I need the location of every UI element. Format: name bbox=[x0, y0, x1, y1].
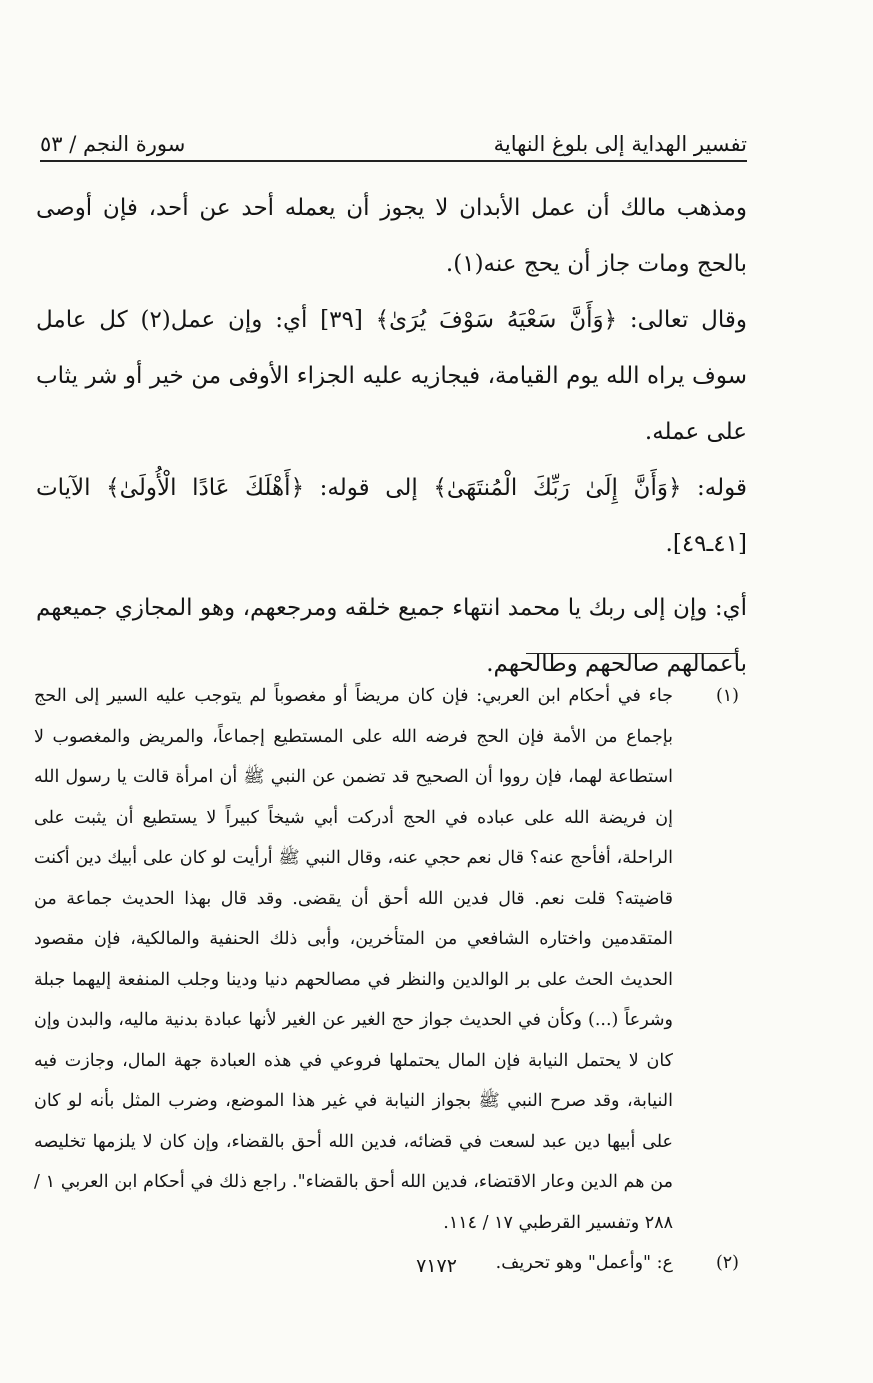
footnote-text: ع: "وأعمل" وهو تحريف. bbox=[495, 1253, 673, 1273]
book-title: تفسير الهداية إلى بلوغ النهاية bbox=[493, 132, 747, 156]
paragraph-3: قوله: ﴿وَأَنَّ إِلَىٰ رَبِّكَ الْمُنتَهَىٰ﴾ إلى قوله: ﴿أَهْلَكَ عَادًا الْأُولَىٰ﴾ الآيات [٤١ـ٤٩]. bbox=[36, 475, 747, 557]
footnotes bbox=[34, 676, 739, 1284]
main-text bbox=[36, 180, 747, 692]
paragraph-1: ومذهب مالك أن عمل الأبدان لا يجوز أن يعمله أحد عن أحد، فإن أوصى بالحج ومات جاز أن يحج عنه(١). bbox=[36, 195, 747, 277]
footnote-number: (٢) bbox=[715, 1253, 739, 1273]
running-header bbox=[40, 118, 747, 162]
footnote-number: (١) bbox=[715, 686, 739, 706]
footnote-1 bbox=[34, 676, 739, 1243]
paragraph-2: وقال تعالى: ﴿وَأَنَّ سَعْيَهُ سَوْفَ يُرَىٰ﴾ [٣٩] أي: وإن عمل(٢) كل عامل سوف يراه الله يوم القيامة، فيجازيه عليه الجزاء الأوفى من خير أو شر يثاب على عمله. bbox=[36, 307, 747, 445]
footnote-separator bbox=[526, 653, 738, 654]
page-number: ٧١٧٢ bbox=[416, 1255, 457, 1277]
paragraph-4: أي: وإن إلى ربك يا محمد انتهاء جميع خلقه ومرجعهم، وهو المجازي جميعهم بأعمالهم صالحهم وطالحهم. bbox=[36, 595, 747, 677]
footnote-text: جاء في أحكام ابن العربي: فإن كان مريضاً أو مغصوباً لم يتوجب عليه السير إلى الحج بإجماع من الأمة فإن الحج فرضه الله على المستطيع إجماعاً، والمريض والمغصوب لا استطاعة لهما، فإن رووا أن الصحيح قد تضمن عن النبي ﷺ أن امرأة قالت يا رسول الله إن فريضة الله على عباده في الحج أدركت أبي شيخاً كبيراً لا يستطيع أن يثبت على الراحلة، أفأحج عنه؟ قال نعم حجي عنه، وقال النبي ﷺ أرأيت لو كان على أبيك دين أكنت قاضيته؟ قلت نعم. قال فدين الله أحق أن يقضى. وقد قال بهذا الحديث جماعة من المتقدمين واختاره الشافعي من المتأخرين، وأبى ذلك الحنفية والمالكية، فإن مقصود الحديث الحث على بر الوالدين والنظر في مصالحهم دنيا ودينا وجلب المنفعة إليهما جبلة وشرعاً (...) وكأن في الحديث جواز حج الغير عن الغير لأنها عبادة بدنية ماليه، والبدن وإن كان لا يحتمل النيابة فإن المال يحتملها فروعي في هذه العبادة جهة المال، وجازت فيه النيابة، وقد صرح النبي ﷺ بجواز النيابة في غير هذا الموضع، وضرب المثل بأنه لو كان على أبيها دين عبد لسعت في قضائه، فدين الله أحق بالقضاء، وإن كان لا يلزمها تخليصه من هم الدين وعار الاقتضاء، فدين الله أحق بالقضاء". راجع ذلك في أحكام ابن العربي ١ / ٢٨٨ وتفسير القرطبي ١٧ / ١١٤. bbox=[34, 686, 673, 1233]
surah-page-label: سورة النجم / ٥٣ bbox=[40, 132, 186, 156]
